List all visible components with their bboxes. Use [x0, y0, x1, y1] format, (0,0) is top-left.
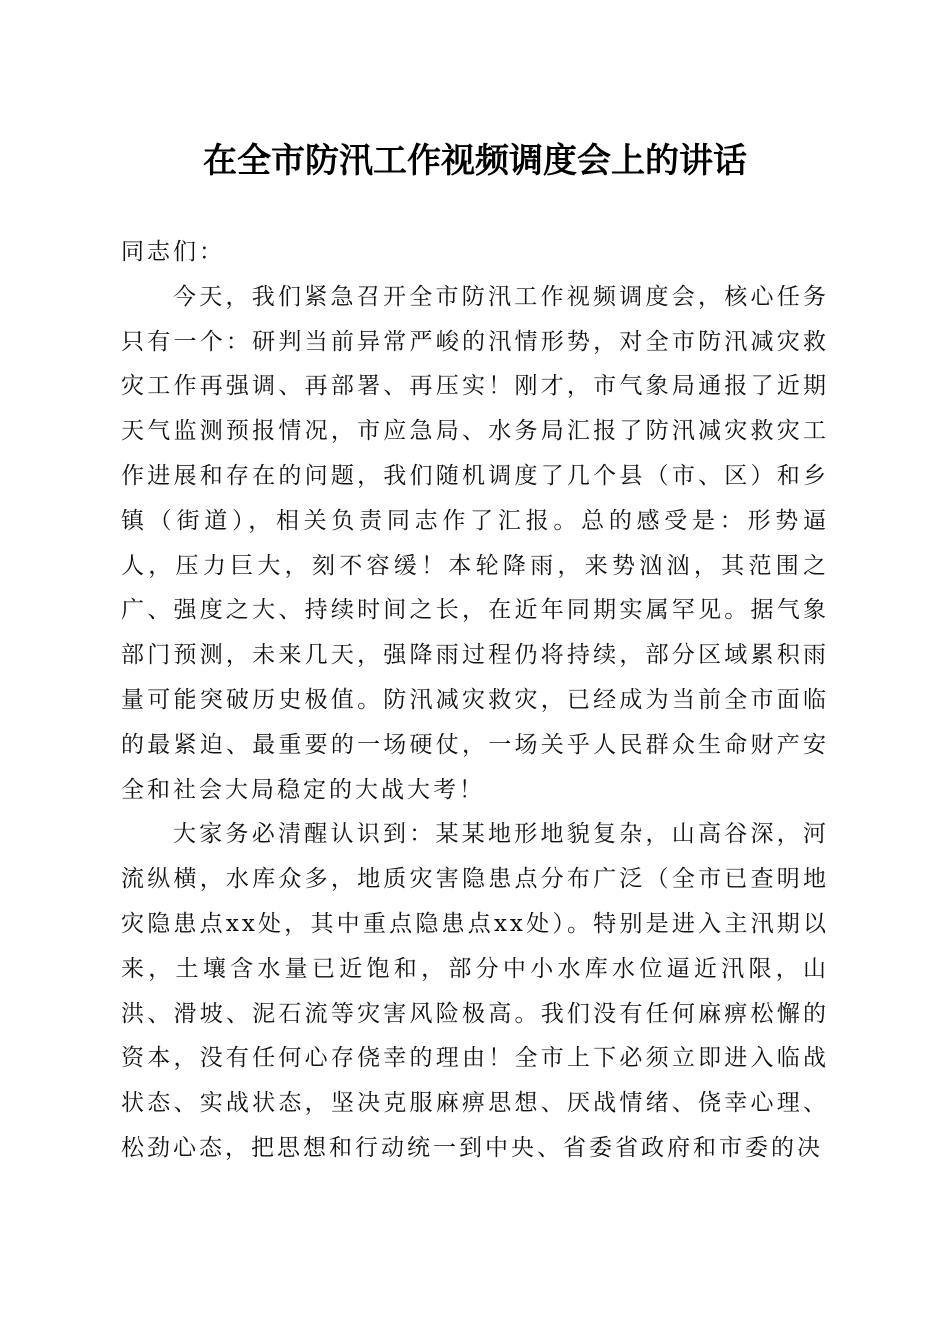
paragraph-1: 今天，我们紧急召开全市防汛工作视频调度会，核心任务只有一个：研判当前异常严峻的汛情形势，对全市防汛减灾救灾工作再强调、再部署、再压实！刚才，市气象局通报了近期天气监测预报情况，市应急局、水务局汇报了防汛减灾救灾工作进展和存在的问题，我们随机调度了几个县（市、区）和乡镇（街道），相关负责同志作了汇报。总的感受是：形势逼人，压力巨大，刻不容缓！本轮降雨，来势汹汹，其范围之广、强度之大、持续时间之长，在近年同期实属罕见。据气象部门预测，未来几天，强降雨过程仍将持续，部分区域累积雨量可能突破历史极值。防汛减灾救灾，已经成为当前全市面临的最紧迫、最重要的一场硬仗，一场关乎人民群众生命财产安全和社会大局稳定的大战大考！ [121, 283, 829, 803]
paragraph-2: 大家务必清醒认识到：某某地形地貌复杂，山高谷深，河流纵横，水库众多，地质灾害隐患点分布广泛（全市已查明地灾隐患点xx处，其中重点隐患点xx处）。特别是进入主汛期以来，土壤含水量已近饱和，部分中小水库水位逼近汛限，山洪、滑坡、泥石流等灾害风险极高。我们没有任何麻痹松懈的资本，没有任何心存侥幸的理由！全市上下必须立即进入临战状态、实战状态，坚决克服麻痹思想、厌战情绪、侥幸心理、松劲心态，把思想和行动统一到中央、省委省政府和市委的决 [121, 821, 829, 1161]
page-title: 在全市防汛工作视频调度会上的讲话 [203, 141, 747, 181]
salutation: 同志们： [121, 239, 225, 265]
document-body [121, 230, 829, 1171]
